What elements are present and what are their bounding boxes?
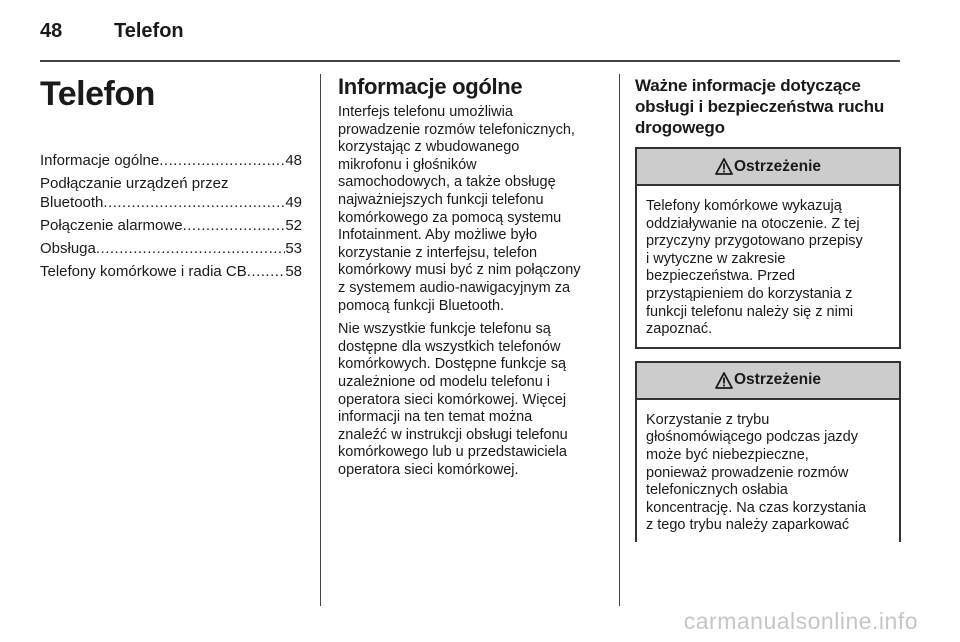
warning-header: [637, 149, 899, 186]
header-rule: [40, 60, 900, 62]
text-line: przyczyny przygotowano przepisy: [646, 233, 863, 250]
text-line: informacji na ten temat można: [338, 409, 533, 426]
toc-dot-leader: [159, 151, 285, 170]
text-line: komórkowych. Dostępne funkcje są: [338, 356, 567, 373]
toc-entry[interactable]: [40, 151, 302, 170]
toc-dot-leader: [96, 239, 285, 258]
text-line: najważniejszych funkcji telefonu: [338, 191, 544, 208]
toc-entry-title: Telefony komórkowe i radia CB: [40, 263, 247, 280]
text-line: pomocą funkcji Bluetooth.: [338, 297, 505, 314]
column-divider-2: [619, 74, 620, 606]
toc-dot-leader: [247, 262, 286, 281]
warning-text: [637, 400, 899, 542]
text-line: oddziaływanie na otoczenie. Z tej: [646, 215, 860, 232]
text-line: uzależnione od modelu telefonu i: [338, 373, 551, 390]
text-line: zapoznać.: [646, 321, 713, 338]
text-line: komórkowego za pomocą systemu: [338, 209, 562, 226]
text-line: przystąpieniem do korzystania z: [646, 285, 853, 302]
text-line: bezpieczeństwa. Przed: [646, 268, 796, 285]
text-line: koncentrację. Na czas korzystania: [646, 499, 867, 516]
text-line: z systemem audio-nawigacyjnym za: [338, 279, 571, 296]
text-line: Nie wszystkie funkcje telefonu są: [338, 321, 551, 338]
running-section-title: Telefon: [114, 20, 184, 42]
toc-entry[interactable]: [40, 262, 302, 281]
text-line: korzystając z wbudowanego: [338, 139, 520, 156]
warning-triangle-icon: [715, 158, 733, 175]
toc-dot-leader: [183, 216, 286, 235]
toc-page-number: 49: [285, 194, 302, 211]
text-line: dostępne dla wszystkich telefonów: [338, 338, 561, 355]
column-2: [338, 74, 602, 479]
toc-entry-text: Podłączanie urządzeń przez: [40, 175, 229, 192]
warning-box-2: [635, 361, 901, 542]
text-line: z tego trybu należy zaparkować: [646, 517, 850, 534]
column-1: [40, 74, 302, 285]
toc-page-number: 53: [285, 240, 302, 257]
text-line: korzystanie z interfejsu, telefon: [338, 244, 538, 261]
text-line: telefonicznych osłabia: [646, 482, 788, 499]
text-line: głośnomówiącego podczas jazdy: [646, 429, 858, 446]
subsection-heading: [635, 75, 901, 138]
text-line: Telefony komórkowe wykazują: [646, 198, 842, 214]
text-line: Infotainment. Aby możliwe było: [338, 227, 538, 244]
toc-entry[interactable]: [40, 216, 302, 235]
warning-text: [637, 186, 899, 347]
text-line: operatora sieci komórkowej.: [338, 461, 519, 478]
text-line: samochodowych, a także obsługę: [338, 174, 556, 191]
text-line: operatora sieci komórkowej. Więcej: [338, 391, 567, 408]
watermark: carmanualsonline.info: [683, 608, 918, 634]
text-line: prowadzenie rozmów telefonicznych,: [338, 121, 575, 138]
text-line: obsługi i bezpieczeństwa ruchu: [635, 97, 885, 116]
toc-page-number: 58: [285, 263, 302, 280]
text-line: funkcji telefonu należy się z nimi: [646, 303, 854, 320]
warning-label: Ostrzeżenie: [733, 371, 821, 389]
toc-dot-leader: [103, 193, 285, 212]
warning-triangle-icon: [715, 372, 733, 389]
toc-entry[interactable]: [40, 174, 302, 212]
text-line: może być niebezpieczne,: [646, 446, 809, 463]
table-of-contents: [40, 151, 302, 281]
text-line: znaleźć w instrukcji obsługi telefonu: [338, 426, 568, 443]
toc-entry-title: Bluetooth: [40, 194, 104, 211]
toc-entry-title: Obsługa: [40, 240, 96, 257]
toc-entry-title: Informacje ogólne: [40, 152, 160, 169]
warning-box-1: [635, 147, 901, 349]
page-number: 48: [40, 20, 63, 42]
column-3: [635, 74, 901, 542]
text-line: Ważne informacje dotyczące: [635, 76, 861, 95]
section-heading: Informacje ogólne: [338, 74, 523, 99]
warning-header: [637, 363, 899, 400]
text-line: ponieważ prowadzenie rozmów: [646, 464, 849, 481]
paragraph-intro: [338, 104, 602, 315]
toc-entry[interactable]: [40, 239, 302, 258]
text-line: i wytyczne w zakresie: [646, 250, 786, 267]
text-line: Korzystanie z trybu: [646, 411, 770, 428]
toc-page-number: 48: [285, 152, 302, 169]
paragraph-availability: [338, 321, 602, 479]
chapter-title: Telefon: [40, 75, 155, 113]
text-line: komórkowego lub u przedstawiciela: [338, 444, 567, 461]
column-divider-1: [320, 74, 321, 606]
toc-page-number: 52: [285, 217, 302, 234]
text-line: drogowego: [635, 118, 725, 137]
toc-entry-title: Połączenie alarmowe: [40, 217, 183, 234]
warning-label: Ostrzeżenie: [733, 157, 821, 175]
text-line: komórkowy musi być z nim połączony: [338, 262, 581, 279]
text-line: mikrofonu i głośników: [338, 156, 477, 173]
text-line: Interfejs telefonu umożliwia: [338, 104, 513, 120]
